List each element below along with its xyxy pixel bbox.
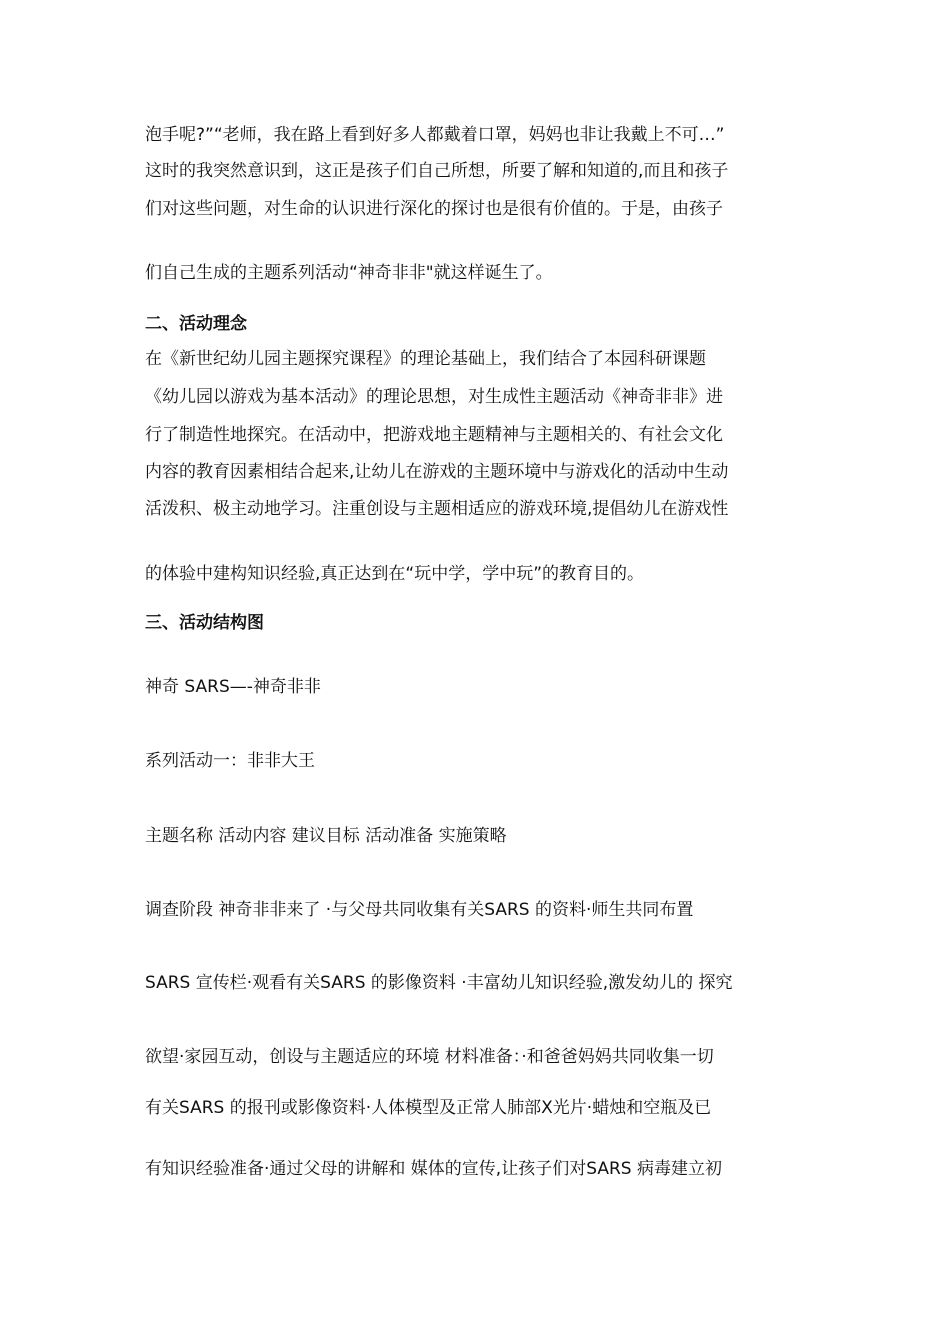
structure-line: 主题名称 活动内容 建议目标 活动准备 实施策略 bbox=[145, 826, 507, 846]
structure-line: 有关SARS 的报刊或影像资料·人体模型及正常人肺部X光片·蜡烛和空瓶及已 bbox=[145, 1098, 712, 1118]
paragraph-line: 的体验中建构知识经验,真正达到在“玩中学，学中玩”的教育目的。 bbox=[145, 564, 645, 584]
structure-line: SARS 宣传栏·观看有关SARS 的影像资料 ·丰富幼儿知识经验,激发幼儿的 探究 bbox=[145, 973, 733, 993]
paragraph-line: 这时的我突然意识到，这正是孩子们自己所想，所要了解和知道的,而且和孩子 bbox=[145, 161, 729, 181]
structure-line: 欲望·家园互动，创设与主题适应的环境 材料准备：·和爸爸妈妈共同收集一切 bbox=[145, 1047, 714, 1067]
structure-line: 系列活动一：非非大王 bbox=[145, 751, 315, 771]
paragraph-line: 行了制造性地探究。在活动中，把游戏地主题精神与主题相关的、有社会文化 bbox=[145, 425, 723, 445]
paragraph-line: 们自己生成的主题系列活动“神奇非非"就这样诞生了。 bbox=[145, 263, 553, 283]
paragraph-line: 们对这些问题，对生命的认识进行深化的探讨也是很有价值的。于是，由孩子 bbox=[145, 199, 723, 219]
paragraph-line: 在《新世纪幼儿园主题探究课程》的理论基础上，我们结合了本园科研课题 bbox=[145, 349, 706, 369]
paragraph-line: 泡手呢?”“老师，我在路上看到好多人都戴着口罩，妈妈也非让我戴上不可…” bbox=[145, 125, 725, 145]
paragraph-line: 《幼儿园以游戏为基本活动》的理论思想，对生成性主题活动《神奇非非》进 bbox=[145, 387, 723, 407]
paragraph-line: 内容的教育因素相结合起来,让幼儿在游戏的主题环境中与游戏化的活动中生动 bbox=[145, 462, 729, 482]
paragraph-line: 活泼积、极主动地学习。注重创设与主题相适应的游戏环境,提倡幼儿在游戏性 bbox=[145, 499, 729, 519]
section-heading: 三、活动结构图 bbox=[145, 613, 264, 633]
section-heading: 二、活动理念 bbox=[145, 314, 247, 334]
structure-line: 有知识经验准备·通过父母的讲解和 媒体的宣传,让孩子们对SARS 病毒建立初 bbox=[145, 1159, 722, 1179]
structure-line: 神奇 SARS—-神奇非非 bbox=[145, 677, 321, 697]
structure-line: 调查阶段 神奇非非来了 ·与父母共同收集有关SARS 的资料·师生共同布置 bbox=[145, 900, 694, 920]
